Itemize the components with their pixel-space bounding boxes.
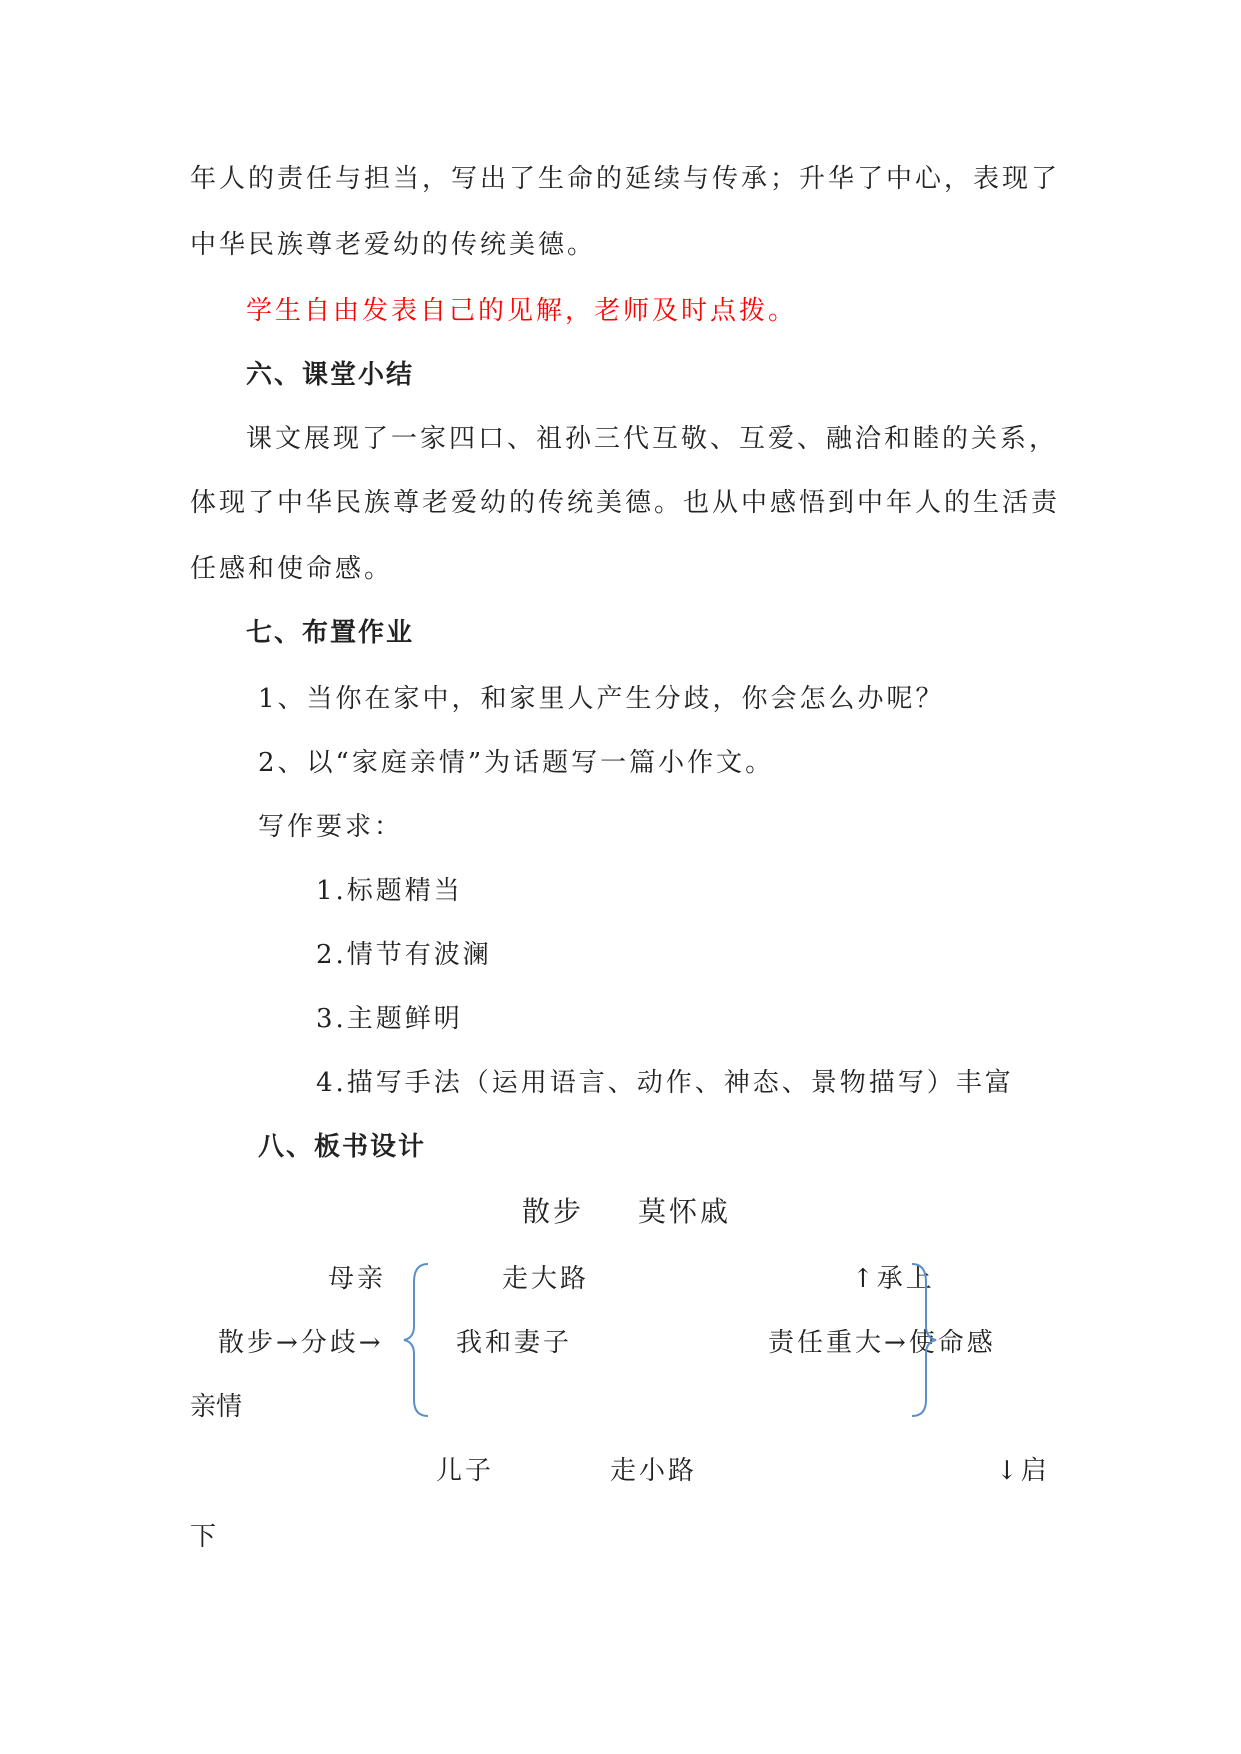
requirement-item: 4.描写手法（运用语言、动作、神态、景物描写）丰富: [316, 1068, 1014, 1098]
board-title: 散步: [522, 1195, 585, 1228]
paragraph-line: 任感和使命感。: [190, 554, 394, 584]
homework-item: 1、当你在家中，和家里人产生分歧，你会怎么办呢？: [258, 684, 945, 714]
board-chain-left: 散步→分歧→: [218, 1328, 384, 1358]
board-son: 儿子: [436, 1456, 495, 1486]
section-heading: 六、课堂小结: [246, 360, 415, 390]
teacher-note: 学生自由发表自己的见解，老师及时点拨。: [246, 296, 798, 326]
paragraph-line: 课文展现了一家四口、祖孙三代互敬、互爱、融洽和睦的关系，: [246, 424, 1059, 454]
section-heading: 八、板书设计: [258, 1132, 427, 1162]
right-brace-icon: [902, 1260, 942, 1420]
left-brace-icon: [398, 1260, 438, 1420]
section-heading: 七、布置作业: [246, 618, 415, 648]
board-small-road: 走小路: [610, 1456, 698, 1486]
paragraph-line: 中华民族尊老爱幼的传统美德。: [190, 230, 597, 260]
requirements-label: 写作要求：: [258, 812, 404, 842]
board-carry-up: ↑承上: [852, 1264, 935, 1294]
board-mother: 母亲: [328, 1264, 387, 1294]
paragraph-line: 体现了中华民族尊老爱幼的传统美德。也从中感悟到中年人的生活责: [190, 488, 1061, 518]
homework-item: 2、以“家庭亲情”为话题写一篇小作文。: [258, 748, 775, 778]
requirement-item: 2.情节有波澜: [316, 940, 492, 970]
board-affection-1: 亲情: [190, 1392, 243, 1422]
board-big-road: 走大路: [502, 1264, 590, 1294]
board-open-down-2: 下: [190, 1522, 220, 1552]
paragraph-line: 年人的责任与担当，写出了生命的延续与传承；升华了中心，表现了: [190, 164, 1061, 194]
board-responsibility: 责任重大→使命感: [768, 1328, 996, 1358]
board-open-down-1: ↓启: [996, 1456, 1050, 1486]
requirement-item: 3.主题鲜明: [316, 1004, 463, 1034]
requirement-item: 1.标题精当: [316, 876, 463, 906]
board-author: 莫怀戚: [638, 1195, 732, 1228]
board-me-wife: 我和妻子: [456, 1328, 573, 1358]
